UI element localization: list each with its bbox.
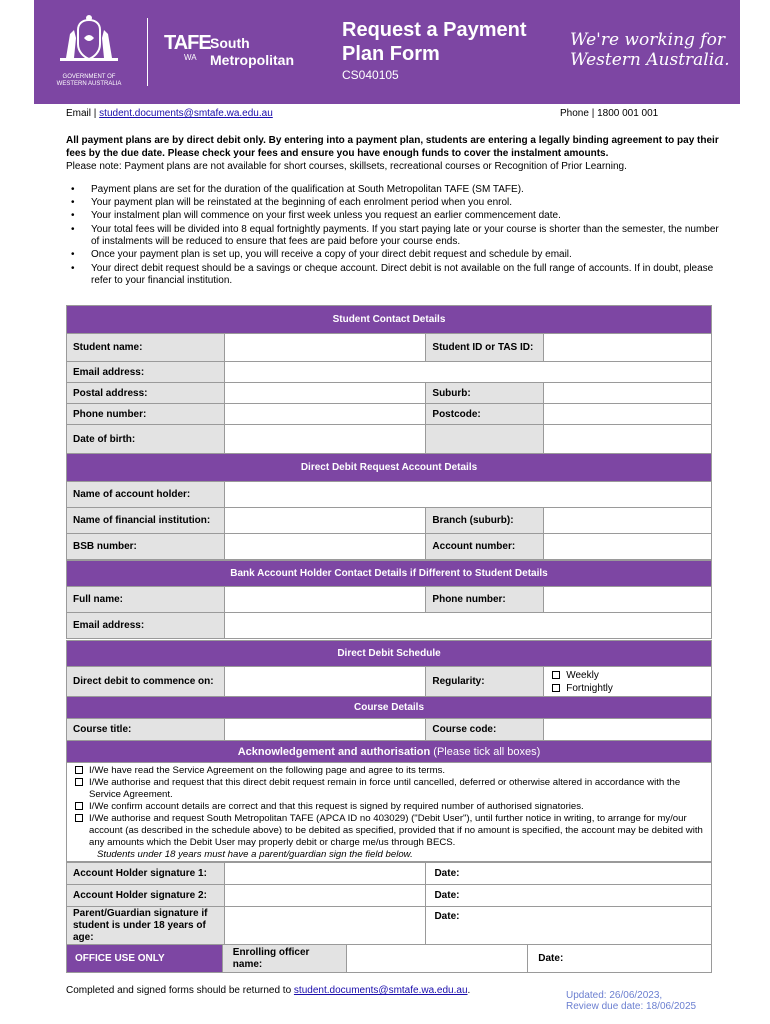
ack-item[interactable] <box>75 813 703 849</box>
form-title-line-1: Request a Payment <box>342 19 527 41</box>
account-holder-field[interactable] <box>224 482 711 508</box>
fortnightly-label: Fortnightly <box>566 682 613 694</box>
enrolling-officer-label: Enrolling officer name: <box>222 945 346 973</box>
institute-line-2: Metropolitan <box>210 52 294 68</box>
regularity-label: Regularity: <box>426 667 544 697</box>
review-due-date: Review due date: 18/06/2025 <box>566 1001 697 1012</box>
document-dates <box>566 990 696 1012</box>
ack-section-heading <box>67 741 712 763</box>
form-title <box>342 18 562 66</box>
form-code: CS040105 <box>342 68 399 82</box>
ack-checkbox[interactable] <box>75 802 83 810</box>
holder-email-label: Email address: <box>67 613 225 639</box>
holder-email-field[interactable] <box>224 613 711 639</box>
signature-2-date[interactable]: Date: <box>426 885 712 907</box>
institute-name <box>210 35 294 69</box>
guardian-signature-date[interactable]: Date: <box>426 907 712 945</box>
ack-item[interactable] <box>75 801 703 813</box>
empty-label-cell <box>426 425 544 454</box>
list-item: • Your total fees will be divided into 8 equal fortnightly payments. If you start paying late or your course is shorter than the semester, the number of instalments will be reduced to ensure that fees are paid before your course ends. <box>91 224 723 249</box>
footer-message: Completed and signed forms should be returned to <box>66 985 294 996</box>
ack-checkbox[interactable] <box>75 778 83 786</box>
course-details-table <box>66 696 712 741</box>
holder-section-heading: Bank Account Holder Contact Details if Different to Student Details <box>67 561 712 587</box>
list-item: • Your instalment plan will commence on your first week unless you request an earlier commencement date. <box>91 210 723 223</box>
student-contact-table <box>66 305 712 454</box>
tafe-logo-wa: WA <box>184 53 197 62</box>
institute-line-1: South <box>210 35 250 51</box>
bsb-label: BSB number: <box>67 534 225 560</box>
postal-address-label: Postal address: <box>67 383 225 404</box>
under-18-note: Students under 18 years must have a parent/guardian sign the field below. <box>97 849 413 860</box>
regularity-options <box>544 667 712 697</box>
footer-period: . <box>467 985 471 996</box>
wa-crest-icon <box>54 14 124 64</box>
postcode-label: Postcode: <box>426 404 544 425</box>
intro-bold: All payment plans are by direct debit only. By entering into a payment plan, students are entering a legally binding agreement to pay their fees by the due date. Please check your fees and ensure you have enough funds to cover the instalment amounts. <box>66 135 719 159</box>
signature-1-label: Account Holder signature 1: <box>67 863 225 885</box>
account-holder-label: Name of account holder: <box>67 482 225 508</box>
list-item: • Once your payment plan is set up, you will receive a copy of your direct debit request and schedule by email. <box>91 249 723 262</box>
fortnightly-checkbox[interactable] <box>552 684 560 692</box>
suburb-field[interactable] <box>544 383 712 404</box>
office-use-table <box>66 944 712 973</box>
phone-number-label: Phone number: <box>67 404 225 425</box>
email-address-field[interactable] <box>224 362 711 383</box>
signature-1-field[interactable] <box>224 863 426 885</box>
debit-account-table <box>66 453 712 560</box>
financial-institution-field[interactable] <box>224 508 426 534</box>
commence-date-label: Direct debit to commence on: <box>67 667 225 697</box>
ack-item-text: I/We confirm account details are correct and that this request is signed by required number of authorised signatories. <box>89 801 584 812</box>
page-header <box>34 0 740 104</box>
commence-date-field[interactable] <box>224 667 426 697</box>
suburb-label: Suburb: <box>426 383 544 404</box>
guardian-signature-label: Parent/Guardian signature if student is under 18 years of age: <box>67 907 225 945</box>
slogan-line-2: Western Australia. <box>570 50 730 70</box>
contact-phone: Phone | 1800 001 001 <box>560 108 659 119</box>
date-of-birth-field[interactable] <box>224 425 426 454</box>
ack-checkbox[interactable] <box>75 766 83 774</box>
enrolling-officer-field[interactable] <box>346 945 528 973</box>
contact-email-link[interactable]: student.documents@smtafe.wa.edu.au <box>99 108 273 119</box>
slogan <box>570 30 730 70</box>
guardian-signature-field[interactable] <box>224 907 426 945</box>
holder-phone-field[interactable] <box>544 587 712 613</box>
slogan-line-1: We're working for <box>570 30 725 50</box>
email-address-label: Email address: <box>67 362 225 383</box>
course-title-label: Course title: <box>67 719 225 741</box>
signature-1-date[interactable]: Date: <box>426 863 712 885</box>
info-list <box>91 184 723 288</box>
crest-caption: GOVERNMENT OF WESTERN AUSTRALIA <box>56 74 122 87</box>
student-section-heading: Student Contact Details <box>67 306 712 334</box>
course-code-field[interactable] <box>544 719 712 741</box>
course-title-field[interactable] <box>224 719 426 741</box>
weekly-label: Weekly <box>566 669 599 681</box>
fortnightly-option[interactable] <box>552 682 711 695</box>
weekly-checkbox[interactable] <box>552 671 560 679</box>
student-id-label: Student ID or TAS ID: <box>426 334 544 362</box>
debit-schedule-table <box>66 640 712 697</box>
office-date-field[interactable]: Date: <box>528 945 712 973</box>
ack-heading-table <box>66 740 712 763</box>
branch-field[interactable] <box>544 508 712 534</box>
full-name-label: Full name: <box>67 587 225 613</box>
header-divider <box>147 18 148 86</box>
footer-text <box>66 985 470 996</box>
full-name-field[interactable] <box>224 587 426 613</box>
ack-checkbox[interactable] <box>75 814 83 822</box>
ack-item[interactable] <box>75 765 703 777</box>
financial-institution-label: Name of financial institution: <box>67 508 225 534</box>
ack-checklist <box>66 762 712 862</box>
list-item: • Payment plans are set for the duration of the qualification at South Metropolitan TAFE (SM TAFE). <box>91 184 723 197</box>
signature-table <box>66 862 712 945</box>
ack-item-text: I/We have read the Service Agreement on the following page and agree to its terms. <box>89 765 446 776</box>
student-name-field[interactable] <box>224 334 426 362</box>
ack-item[interactable] <box>75 777 703 801</box>
account-number-field[interactable] <box>544 534 712 560</box>
empty-field-cell <box>544 425 712 454</box>
updated-date: Updated: 26/06/2023, <box>566 990 663 1001</box>
list-item: • Your payment plan will be reinstated at the beginning of each enrolment period when you enrol. <box>91 197 723 210</box>
holder-contact-table <box>66 560 712 639</box>
postal-address-field[interactable] <box>224 383 426 404</box>
wa-government-logo <box>54 14 174 88</box>
form-title-line-2: Plan Form <box>342 43 440 65</box>
office-use-label: OFFICE USE ONLY <box>67 945 223 973</box>
footer-email-link[interactable]: student.documents@smtafe.wa.edu.au <box>293 985 468 996</box>
tafe-logo: TAFE <box>164 32 211 54</box>
postcode-field[interactable] <box>544 404 712 425</box>
debit-section-heading: Direct Debit Request Account Details <box>67 454 712 482</box>
intro-text <box>66 134 726 173</box>
bsb-field[interactable] <box>224 534 426 560</box>
date-of-birth-label: Date of birth: <box>67 425 225 454</box>
course-section-heading: Course Details <box>67 697 712 719</box>
ack-heading-note: (Please tick all boxes) <box>433 745 541 758</box>
list-item: • Your direct debit request should be a savings or cheque account. Direct debit is not available on the full range of accounts. If in doubt, please refer to your financial institution. <box>91 263 723 288</box>
branch-label: Branch (suburb): <box>426 508 544 534</box>
weekly-option[interactable] <box>552 669 711 682</box>
signature-2-field[interactable] <box>224 885 426 907</box>
ack-heading-title: Acknowledgement and authorisation <box>237 745 431 758</box>
intro-note: Please note: Payment plans are not available for short courses, skillsets, recreational courses or Recognition of Prior Learning. <box>66 161 627 172</box>
schedule-section-heading: Direct Debit Schedule <box>67 641 712 667</box>
phone-number-field[interactable] <box>224 404 426 425</box>
holder-phone-label: Phone number: <box>426 587 544 613</box>
email-label: Email | <box>66 108 100 119</box>
contact-email <box>66 108 273 119</box>
student-name-label: Student name: <box>67 334 225 362</box>
student-id-field[interactable] <box>544 334 712 362</box>
ack-item-text: I/We authorise and request that this direct debit request remain in force until cancelled, deferred or otherwise altered in accordance with the Service Agreement. <box>89 777 681 800</box>
course-code-label: Course code: <box>426 719 544 741</box>
signature-2-label: Account Holder signature 2: <box>67 885 225 907</box>
account-number-label: Account number: <box>426 534 544 560</box>
ack-item-text: I/We authorise and request South Metropolitan TAFE (APCA ID no 403029) ("Debit User"), until further notice in writing, to arrange for my/our account (as described in the schedule above) to be debited as specified, provided that if no amount is specified, the account may be debited with any amounts which the Debit User may properly debit or charge me/us through BECS. <box>89 813 703 848</box>
